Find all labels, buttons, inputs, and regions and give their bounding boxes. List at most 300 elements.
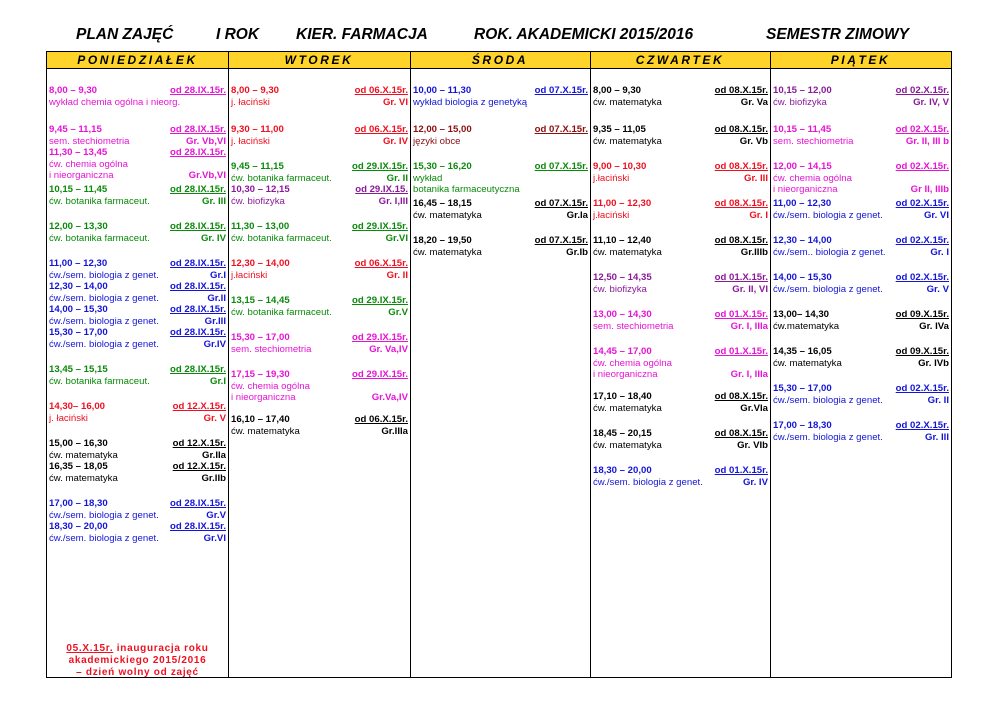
entry-header-line xyxy=(773,346,949,358)
title-field: KIER. FARMACJA xyxy=(296,26,428,43)
entry-group: Gr. II, VI xyxy=(732,283,768,295)
entry-subject-line xyxy=(773,358,949,370)
entry-time: 15,30 – 17,00 xyxy=(231,332,290,343)
entry-start-date: od 06.X.15r. xyxy=(354,414,408,425)
entry-subject: wykład chemia ogólna i nieorg. xyxy=(49,96,181,108)
entry-start-date: od 08.X.15r. xyxy=(714,235,768,246)
entry-subject: sem. stechiometria xyxy=(231,343,312,355)
day-header-tuesday: WTOREK xyxy=(284,53,354,67)
entry-time: 12,00 – 13,30 xyxy=(49,221,108,232)
entry-subject-line xyxy=(773,97,949,109)
entry-start-date: od 29.IX.15r. xyxy=(352,332,408,343)
entry-subject: ćw. botanika farmaceut. xyxy=(49,375,150,387)
schedule-entry xyxy=(231,161,408,184)
entry-start-date: od 01.X.15r. xyxy=(714,465,768,476)
schedule-entry xyxy=(231,221,408,244)
entry-time: 15,30 – 17,00 xyxy=(49,327,108,338)
entry-start-date: od 07.X.15r. xyxy=(534,161,588,172)
entry-subject: ćw. botanika farmaceut. xyxy=(49,232,150,244)
notice-line-1: inauguracja roku xyxy=(113,643,209,654)
entry-subject-line xyxy=(231,307,408,319)
entry-subject: ćw./sem. biologia z genet. xyxy=(773,431,883,443)
entry-subject-line xyxy=(49,196,226,208)
entry-subject-line xyxy=(593,440,768,452)
day-column-wednesday xyxy=(410,69,590,677)
entry-group: Gr. VIb xyxy=(737,439,768,451)
entry-time: 11,30 – 13,45 xyxy=(49,147,108,158)
entry-header-line xyxy=(773,85,949,97)
entry-time: 8,00 – 9,30 xyxy=(593,85,642,96)
schedule-entry xyxy=(49,258,226,281)
entry-group: Gr. Vb xyxy=(739,135,768,147)
entry-subject: ćw. botanika farmaceut. xyxy=(49,195,150,207)
schedule-entry xyxy=(49,438,226,461)
entry-subject-line xyxy=(413,97,588,109)
entry-start-date: od 28.IX.15r. xyxy=(170,364,226,375)
entry-header-line xyxy=(49,304,226,316)
entry-subject-line xyxy=(231,233,408,245)
entry-start-date: od 06.X.15r. xyxy=(354,258,408,269)
schedule-entry xyxy=(773,420,949,443)
entry-subject: ćw. botanika farmaceut. xyxy=(231,172,332,184)
entry-subject-line xyxy=(413,247,588,259)
schedule-entry xyxy=(593,85,768,108)
entry-subject: ćw. botanika farmaceut. xyxy=(231,232,332,244)
entry-header-line xyxy=(49,461,226,473)
schedule-entry xyxy=(593,391,768,414)
entry-subject: ćw. matematyka xyxy=(593,402,662,414)
entry-subject-line xyxy=(593,173,768,185)
entry-start-date: od 01.X.15r. xyxy=(714,309,768,320)
schedule-entry xyxy=(593,428,768,451)
title-year: I ROK xyxy=(216,26,260,43)
entry-header-line xyxy=(49,281,226,293)
entry-time: 10,00 – 11,30 xyxy=(413,85,472,96)
entry-subject-line xyxy=(593,210,768,222)
entry-group: Gr. V xyxy=(203,412,226,424)
entry-header-line xyxy=(49,498,226,510)
entry-subject-line xyxy=(773,184,949,196)
entry-start-date: od 28.IX.15r. xyxy=(170,124,226,135)
entry-subject: ćw. biofizyka xyxy=(593,283,647,295)
entry-header-line xyxy=(49,124,226,136)
schedule-entry xyxy=(593,235,768,258)
schedule-entry xyxy=(773,198,949,221)
day-header-friday: PIĄTEK xyxy=(830,53,891,67)
entry-time: 17,00 – 18,30 xyxy=(773,420,832,431)
entry-subject: wykład xyxy=(413,172,443,184)
entry-time: 11,00 – 12,30 xyxy=(773,198,832,209)
schedule-entry xyxy=(773,346,949,369)
entry-group: Gr. I, IIIa xyxy=(730,320,768,332)
schedule-entry xyxy=(49,327,226,350)
entry-header-line xyxy=(231,161,408,173)
entry-subject-line xyxy=(413,210,588,222)
entry-header-line xyxy=(593,124,768,136)
day-header-thursday: CZWARTEK xyxy=(635,53,725,67)
schedule-entry xyxy=(773,272,949,295)
entry-start-date: od 07.X.15r. xyxy=(534,124,588,135)
entry-subject: ćw. biofizyka xyxy=(231,195,285,207)
schedule-entry xyxy=(231,124,408,147)
entry-time: 18,20 – 19,50 xyxy=(413,235,472,246)
entry-start-date: od 01.X.15r. xyxy=(714,272,768,283)
entry-subject-line xyxy=(231,136,408,148)
entry-time: 9,45 – 11,15 xyxy=(231,161,284,172)
entry-time: 14,45 – 17,00 xyxy=(593,346,652,357)
entry-group: Gr.IIb xyxy=(201,472,226,484)
entry-header-line xyxy=(593,198,768,210)
schedule-entry xyxy=(593,161,768,184)
entry-header-line xyxy=(593,346,768,358)
entry-time: 14,35 – 16,05 xyxy=(773,346,832,357)
entry-time: 12,30 – 14,00 xyxy=(49,281,108,292)
entry-subject-line xyxy=(593,369,768,381)
entry-subject: ćw./sem. biologia z genet. xyxy=(49,532,159,544)
schedule-entry xyxy=(231,414,408,437)
entry-subject: sem. stechiometria xyxy=(773,135,854,147)
entry-time: 12,00 – 14,15 xyxy=(773,161,832,172)
schedule-entry xyxy=(593,124,768,147)
entry-subject: ćw. matematyka xyxy=(413,246,482,258)
schedule-entry xyxy=(593,198,768,221)
entry-start-date: od 29.IX.15. xyxy=(355,184,408,195)
entry-start-date: od 06.X.15r. xyxy=(354,124,408,135)
entry-header-line xyxy=(773,198,949,210)
entry-time: 15,00 – 16,30 xyxy=(49,438,108,449)
entry-start-date: od 07.X.15r. xyxy=(534,198,588,209)
entry-start-date: od 12.X.15r. xyxy=(172,438,226,449)
entry-subject-line xyxy=(593,321,768,333)
entry-start-date: od 07.X.15r. xyxy=(534,85,588,96)
schedule-entry xyxy=(49,184,226,207)
day-column-tuesday xyxy=(228,69,410,677)
entry-subject-line xyxy=(231,173,408,185)
entry-time: 16,35 – 18,05 xyxy=(49,461,108,472)
entry-start-date: od 28.IX.15r. xyxy=(170,85,226,96)
entry-group: Gr. II, III b xyxy=(905,135,949,147)
schedule-entry xyxy=(413,124,588,147)
day-column-monday xyxy=(47,69,228,677)
entry-header-line xyxy=(773,420,949,432)
entry-time: 17,15 – 19,30 xyxy=(231,369,290,380)
entry-header-line xyxy=(593,272,768,284)
entry-header-line xyxy=(49,258,226,270)
entry-group: Gr.IIIb xyxy=(740,246,768,258)
entry-subject-line xyxy=(49,473,226,485)
schedule-entry xyxy=(49,281,226,304)
entry-subject: języki obce xyxy=(413,135,461,147)
entry-header-line xyxy=(231,258,408,270)
entry-start-date: od 02.X.15r. xyxy=(895,161,949,172)
entry-subject: ćw. matematyka xyxy=(49,472,118,484)
entry-subject: ćw./sem. biologia z genet. xyxy=(49,269,159,281)
entry-subject: ćw./sem. biologia z genet. xyxy=(49,292,159,304)
entry-header-line xyxy=(413,85,588,97)
entry-time: 12,30 – 14,00 xyxy=(231,258,290,269)
schedule-entry xyxy=(773,124,949,147)
schedule-entry xyxy=(231,184,408,207)
entry-start-date: od 28.IX.15r. xyxy=(170,258,226,269)
entry-subject: ćw. matematyka xyxy=(49,449,118,461)
entry-subject-line xyxy=(49,233,226,245)
entry-header-line xyxy=(773,272,949,284)
entry-start-date: od 08.X.15r. xyxy=(714,391,768,402)
entry-subject: ćw. chemia ogólna xyxy=(231,380,310,392)
entry-header-line xyxy=(231,332,408,344)
entry-time: 14,00 – 15,30 xyxy=(49,304,108,315)
day-column-friday xyxy=(770,69,951,677)
entry-start-date: od 08.X.15r. xyxy=(714,428,768,439)
entry-subject: ćw. chemia ogólna xyxy=(49,158,128,170)
entry-subject: ćw./sem. biologia z genet. xyxy=(773,283,883,295)
day-header-row xyxy=(47,52,951,69)
title-semester: SEMESTR ZIMOWY xyxy=(766,26,909,43)
entry-header-line xyxy=(593,391,768,403)
entry-time: 15,30 – 17,00 xyxy=(773,383,832,394)
entry-subject: ćw./sem. biologia z genet. xyxy=(49,509,159,521)
entry-header-line xyxy=(231,221,408,233)
entry-subject: ćw. chemia ogólna xyxy=(593,357,672,369)
entry-group: Gr. II xyxy=(386,269,408,281)
entry-group: Gr.III xyxy=(204,315,226,327)
entry-time: 14,30– 16,00 xyxy=(49,401,106,412)
entry-subject: ćw. matematyka xyxy=(593,439,662,451)
entry-header-line xyxy=(593,309,768,321)
entry-subject-line xyxy=(593,403,768,415)
entry-group: Gr. Va,IV xyxy=(369,343,408,355)
entry-header-line xyxy=(49,85,226,97)
entry-header-line xyxy=(413,235,588,247)
entry-header-line xyxy=(413,124,588,136)
entry-header-line xyxy=(49,147,226,159)
entry-subject: ćw.matematyka xyxy=(773,320,840,332)
entry-header-line xyxy=(49,401,226,413)
entry-start-date: od 06.X.15r. xyxy=(354,85,408,96)
entry-header-line xyxy=(773,124,949,136)
entry-subject: j.łaciński xyxy=(593,209,630,221)
entry-subject-line xyxy=(593,247,768,259)
entry-start-date: od 28.IX.15r. xyxy=(170,498,226,509)
entry-time: 13,45 – 15,15 xyxy=(49,364,108,375)
entry-time: 9,30 – 11,00 xyxy=(231,124,284,135)
entry-time: 18,30 – 20,00 xyxy=(593,465,652,476)
schedule-entry xyxy=(49,85,226,108)
entry-header-line xyxy=(49,438,226,450)
entry-subject-cont: i nieorganiczna xyxy=(231,392,296,403)
entry-group: Gr. IVa xyxy=(919,320,949,332)
entry-subject: ćw. biofizyka xyxy=(773,96,827,108)
entry-start-date: od 02.X.15r. xyxy=(895,85,949,96)
entry-subject-line xyxy=(49,170,226,182)
schedule-entry xyxy=(413,161,588,196)
entry-time: 13,00– 14,30 xyxy=(773,309,830,320)
entry-time: 16,10 – 17,40 xyxy=(231,414,290,425)
entry-group: Gr. VI xyxy=(923,209,949,221)
schedule-entry xyxy=(49,304,226,327)
entry-time: 14,00 – 15,30 xyxy=(773,272,832,283)
entry-group: Gr.VI xyxy=(385,232,408,244)
entry-time: 10,15 – 12,00 xyxy=(773,85,832,96)
entry-group: Gr.V xyxy=(206,509,226,521)
entry-group: Gr. IV xyxy=(382,135,408,147)
entry-header-line xyxy=(593,85,768,97)
entry-time: 8,00 – 9,30 xyxy=(231,85,280,96)
entry-time: 12,30 – 14,00 xyxy=(773,235,832,246)
entry-start-date: od 02.X.15r. xyxy=(895,198,949,209)
schedule-entry xyxy=(231,332,408,355)
entry-time: 16,45 – 18,15 xyxy=(413,198,472,209)
entry-group: Gr. IV xyxy=(742,476,768,488)
schedule-entry xyxy=(231,85,408,108)
entry-header-line xyxy=(231,414,408,426)
day-header-monday: PONIEDZIAŁEK xyxy=(77,53,198,67)
entry-start-date: od 29.IX.15r. xyxy=(352,221,408,232)
entry-subject-line xyxy=(49,450,226,462)
entry-header-line xyxy=(593,161,768,173)
entry-subject-line xyxy=(773,136,949,148)
schedule-entry xyxy=(593,272,768,295)
schedule-entry xyxy=(49,147,226,182)
entry-start-date: od 08.X.15r. xyxy=(714,85,768,96)
entry-start-date: od 12.X.15r. xyxy=(172,401,226,412)
entry-subject: sem. stechiometria xyxy=(593,320,674,332)
entry-start-date: od 29.IX.15r. xyxy=(352,161,408,172)
entry-subject-line xyxy=(593,136,768,148)
entry-group: Gr. IV, V xyxy=(913,96,949,108)
entry-header-line xyxy=(231,369,408,381)
entry-subject-line xyxy=(231,426,408,438)
entry-header-line xyxy=(49,184,226,196)
entry-time: 18,30 – 20,00 xyxy=(49,521,108,532)
entry-group: Gr. Vb,VI xyxy=(186,135,226,147)
entry-start-date: od 28.IX.15r. xyxy=(170,327,226,338)
entry-start-date: od 08.X.15r. xyxy=(714,161,768,172)
entry-subject: ćw. botanika farmaceut. xyxy=(231,306,332,318)
entry-header-line xyxy=(773,309,949,321)
entry-start-date: od 02.X.15r. xyxy=(895,383,949,394)
entry-subject: ćw. matematyka xyxy=(593,96,662,108)
schedule-entry xyxy=(413,235,588,258)
schedule-entry xyxy=(773,383,949,406)
notice-line-3: – dzień wolny od zajęć xyxy=(76,667,199,678)
entry-group: Gr. III xyxy=(744,172,768,184)
entry-time: 9,00 – 10,30 xyxy=(593,161,647,172)
entry-start-date: od 02.X.15r. xyxy=(895,420,949,431)
schedule-entry xyxy=(49,401,226,424)
entry-header-line xyxy=(593,465,768,477)
entry-start-date: od 28.IX.15r. xyxy=(170,147,226,158)
entry-subject-line xyxy=(49,97,226,109)
entry-group: Gr. Va xyxy=(740,96,768,108)
entry-subject-line xyxy=(593,477,768,489)
entry-start-date: od 28.IX.15r. xyxy=(170,521,226,532)
entry-time: 8,00 – 9,30 xyxy=(49,85,98,96)
entry-subject: ćw. chemia ogólna xyxy=(773,172,852,184)
entry-subject-line xyxy=(49,510,226,522)
entry-group: Gr.VI xyxy=(203,532,226,544)
entry-time: 9,35 – 11,05 xyxy=(593,124,646,135)
entry-subject-line xyxy=(773,432,949,444)
entry-group: Gr II, IIIb xyxy=(910,184,949,195)
entry-time: 13,00 – 14,30 xyxy=(593,309,652,320)
entry-subject-line xyxy=(773,395,949,407)
entry-start-date: od 09.X.15r. xyxy=(895,309,949,320)
entry-time: 18,45 – 20,15 xyxy=(593,428,652,439)
entry-group: Gr. IV xyxy=(200,232,226,244)
notice-date: 05.X.15r. xyxy=(66,643,114,654)
entry-start-date: od 28.IX.15r. xyxy=(170,281,226,292)
entry-time: 12,00 – 15,00 xyxy=(413,124,472,135)
entry-group: Gr.V xyxy=(388,306,408,318)
entry-subject: sem. stechiometria xyxy=(49,135,130,147)
schedule-entry xyxy=(593,465,768,488)
entry-header-line xyxy=(49,364,226,376)
entry-subject: ćw./sem. biologia z genet. xyxy=(49,315,159,327)
entry-start-date: od 12.X.15r. xyxy=(172,461,226,472)
entry-start-date: od 29.IX.15r. xyxy=(352,295,408,306)
entry-group: Gr.I xyxy=(210,375,226,387)
entry-group: Gr.IIa xyxy=(202,449,226,461)
entry-group: Gr.II xyxy=(207,292,226,304)
entry-time: 9,45 – 11,15 xyxy=(49,124,102,135)
day-header-wednesday: ŚRODA xyxy=(471,53,529,67)
entry-group: Gr. I xyxy=(930,246,949,258)
entry-subject-line xyxy=(773,321,949,333)
entry-time: 17,00 – 18,30 xyxy=(49,498,108,509)
entry-header-line xyxy=(231,184,408,196)
entry-subject-line xyxy=(413,184,588,196)
entry-subject-line xyxy=(49,270,226,282)
entry-time: 17,10 – 18,40 xyxy=(593,391,652,402)
schedule-entry xyxy=(49,498,226,521)
entry-subject-line xyxy=(49,316,226,328)
entry-start-date: od 08.X.15r. xyxy=(714,124,768,135)
entry-group: Gr. II xyxy=(927,394,949,406)
schedule-entry xyxy=(413,198,588,221)
entry-time: 11,00 – 12,30 xyxy=(593,198,652,209)
day-column-thursday xyxy=(590,69,770,677)
entry-subject: ćw. matematyka xyxy=(593,246,662,258)
entry-header-line xyxy=(413,161,588,173)
entry-group: Gr.IV xyxy=(203,338,226,350)
entry-group: Gr. III xyxy=(202,195,226,207)
schedule-entry xyxy=(231,369,408,404)
entry-group: Gr.I xyxy=(210,269,226,281)
entry-subject: ćw./sem. biologia z genet. xyxy=(773,394,883,406)
entry-time: 10,30 – 12,15 xyxy=(231,184,290,195)
entry-subject-cont: i nieorganiczna xyxy=(773,184,838,195)
entry-subject-cont: botanika farmaceutyczna xyxy=(413,184,520,195)
entry-group: Gr. II xyxy=(386,172,408,184)
entry-start-date: od 28.IX.15r. xyxy=(170,184,226,195)
entry-subject: j. łaciński xyxy=(231,135,270,147)
entry-header-line xyxy=(231,295,408,307)
schedule-entry xyxy=(593,309,768,332)
schedule-entry xyxy=(49,124,226,147)
entry-subject-line xyxy=(49,293,226,305)
entry-subject-line xyxy=(49,533,226,545)
entry-group: Gr.IIIa xyxy=(381,425,408,437)
schedule-entry xyxy=(413,85,588,108)
entry-header-line xyxy=(593,428,768,440)
entry-group: Gr. I, IIIa xyxy=(730,369,768,380)
entry-subject: ćw./sem. biologia z genet. xyxy=(49,338,159,350)
entry-subject: ćw./sem. biologia z genet. xyxy=(593,476,703,488)
entry-subject-line xyxy=(49,413,226,425)
schedule-entry xyxy=(773,235,949,258)
entry-subject-line xyxy=(231,97,408,109)
